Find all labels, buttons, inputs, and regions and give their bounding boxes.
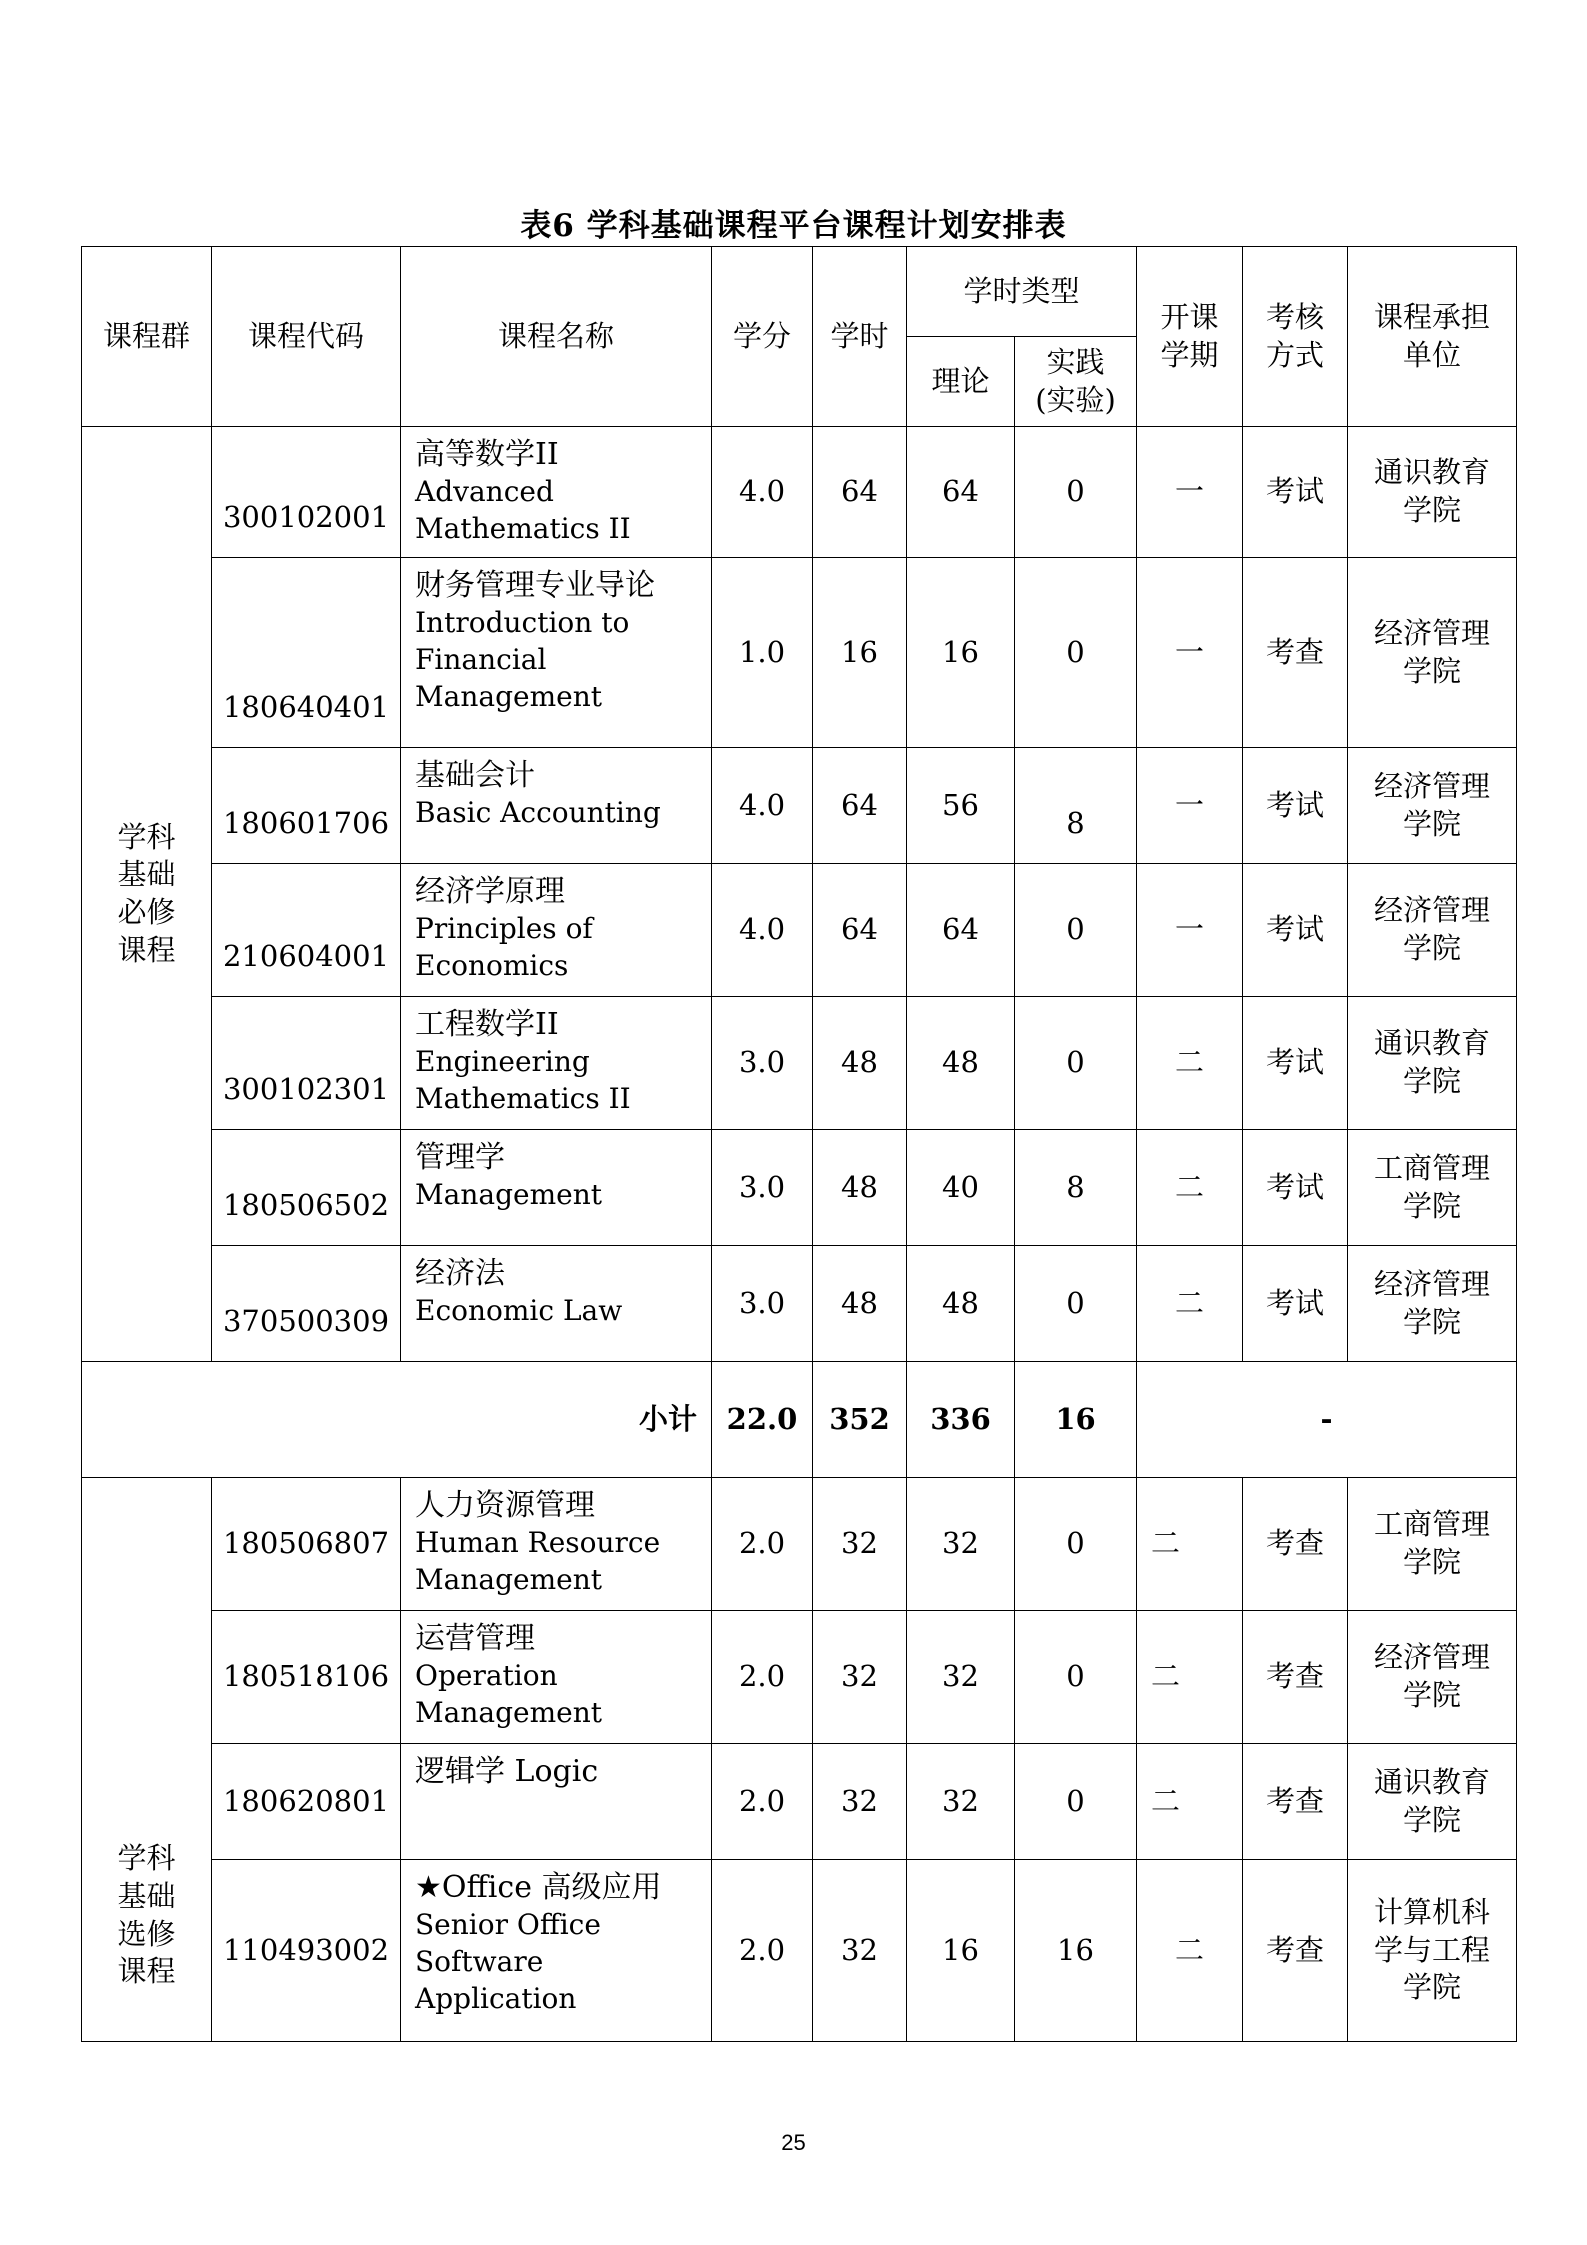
table-row: [82, 1860, 1517, 2042]
course-name-en: Introduction to: [415, 606, 630, 639]
course-name-cn: 管理学: [415, 1140, 505, 1175]
course-name: [401, 558, 712, 748]
course-code: 180506502: [212, 1130, 401, 1246]
course-name-en: Principles of: [415, 912, 593, 945]
course-exam: 考查: [1243, 558, 1348, 748]
header-name: 课程名称: [401, 247, 712, 427]
course-practice-hours: 0: [1015, 864, 1137, 997]
course-hours: 64: [813, 864, 907, 997]
course-dept-line: 学院: [1403, 1545, 1462, 1579]
course-hours: 64: [813, 748, 907, 864]
course-exam: 考试: [1243, 748, 1348, 864]
course-name: [401, 748, 712, 864]
group-elective-courses: [82, 1478, 212, 2042]
course-hours: 32: [813, 1611, 907, 1744]
table-row: [82, 997, 1517, 1130]
subtotal-theory: 336: [907, 1362, 1015, 1478]
course-name-cn: 财务管理专业导论: [415, 568, 655, 603]
course-code: 180620801: [212, 1744, 401, 1860]
course-name-cn: 高等数学II: [415, 437, 559, 472]
course-exam: 考查: [1243, 1744, 1348, 1860]
course-exam: 考试: [1243, 427, 1348, 558]
course-hours: 48: [813, 997, 907, 1130]
course-name-en: Economics: [415, 948, 569, 982]
page-number: 25: [781, 2130, 806, 2155]
course-practice-hours: 0: [1015, 997, 1137, 1130]
course-theory-hours: 32: [907, 1611, 1015, 1744]
course-term: 一: [1137, 558, 1243, 748]
course-dept-line: 学院: [1403, 1304, 1462, 1339]
subtotal-label: 小计: [82, 1362, 712, 1478]
course-name-en: Mathematics II: [415, 511, 631, 545]
course-name-cn: 人力资源管理: [415, 1488, 595, 1523]
course-theory-hours: 32: [907, 1744, 1015, 1860]
course-dept-line: 学院: [1403, 1188, 1462, 1223]
course-name-cn: 经济法: [415, 1256, 505, 1291]
group-label-line: 学科: [117, 819, 176, 854]
course-hours: 48: [813, 1246, 907, 1362]
course-term: 一: [1137, 427, 1243, 558]
course-plan-table: [81, 246, 1517, 2042]
course-name: [401, 1130, 712, 1246]
course-exam: 考查: [1243, 1860, 1348, 2042]
course-dept: [1348, 1860, 1517, 2042]
course-term: 二: [1137, 1130, 1243, 1246]
course-dept: [1348, 1478, 1517, 1611]
table-row: [82, 1246, 1517, 1362]
course-credits: 4.0: [712, 427, 813, 558]
course-name: [401, 427, 712, 558]
course-name-cn: ★Office 高级应用: [415, 1870, 662, 1905]
course-name-en: Mathematics II: [415, 1081, 631, 1115]
course-practice-hours: 0: [1015, 558, 1137, 748]
course-dept-line: 通识教育: [1374, 455, 1491, 490]
course-name-en: Basic Accounting: [415, 796, 661, 829]
course-theory-hours: 32: [907, 1478, 1015, 1611]
subtotal-row: [82, 1362, 1517, 1478]
course-code: 180518106: [212, 1611, 401, 1744]
course-name-en: Economic Law: [415, 1294, 623, 1327]
header-code: 课程代码: [212, 247, 401, 427]
course-name-en: Engineering: [415, 1045, 590, 1078]
course-credits: 2.0: [712, 1860, 813, 2042]
course-name-en: Software Application: [415, 1944, 577, 2015]
table-row: [82, 1744, 1517, 1860]
course-dept-line: 学院: [1403, 1678, 1462, 1712]
course-code: 180506807: [212, 1478, 401, 1611]
course-code: 370500309: [212, 1246, 401, 1362]
course-name-cn: 逻辑学 Logic: [415, 1754, 599, 1789]
course-dept-line: 学院: [1403, 1970, 1462, 2005]
course-code: 300102301: [212, 997, 401, 1130]
course-dept: [1348, 558, 1517, 748]
header-dept: 课程承担 单位: [1348, 247, 1517, 427]
course-term: 二: [1137, 1744, 1243, 1860]
course-hours: 16: [813, 558, 907, 748]
course-credits: 1.0: [712, 558, 813, 748]
course-theory-hours: 40: [907, 1130, 1015, 1246]
course-name-en: Management: [415, 679, 602, 713]
table-row: [82, 1611, 1517, 1744]
course-hours: 32: [813, 1744, 907, 1860]
header-term: 开课 学期: [1137, 247, 1243, 427]
course-exam: 考试: [1243, 1130, 1348, 1246]
table-row: [82, 558, 1517, 748]
course-name-cn: 基础会计: [415, 758, 535, 793]
course-name-en: Management: [415, 1178, 602, 1211]
course-name-en: Management: [415, 1695, 602, 1729]
course-name-en: Financial: [415, 642, 547, 676]
header-group: 课程群: [82, 247, 212, 427]
course-practice-hours: 8: [1015, 748, 1137, 864]
course-theory-hours: 16: [907, 1860, 1015, 2042]
course-name-en: Advanced: [415, 475, 554, 508]
course-dept: [1348, 1246, 1517, 1362]
course-code: 180601706: [212, 748, 401, 864]
table-body: [82, 427, 1517, 2042]
course-credits: 4.0: [712, 864, 813, 997]
header-hours: 学时: [813, 247, 907, 427]
course-dept-line: 经济管理: [1374, 615, 1491, 650]
course-term: 二: [1137, 1478, 1243, 1611]
course-exam: 考查: [1243, 1611, 1348, 1744]
table-row: [82, 1478, 1517, 1611]
course-credits: 2.0: [712, 1478, 813, 1611]
course-dept-line: 经济管理: [1374, 1640, 1491, 1675]
course-code: 180640401: [212, 558, 401, 748]
course-dept-line: 学院: [1403, 931, 1462, 965]
course-term: 一: [1137, 748, 1243, 864]
course-theory-hours: 48: [907, 997, 1015, 1130]
course-dept: [1348, 1744, 1517, 1860]
course-name: [401, 1860, 712, 2042]
group-label-line: 基础: [117, 857, 176, 892]
subtotal-hours: 352: [813, 1362, 907, 1478]
course-practice-hours: 0: [1015, 1478, 1137, 1611]
course-dept: [1348, 427, 1517, 558]
header-theory: 理论: [907, 337, 1015, 427]
header-practice: 实践 (实验): [1015, 337, 1137, 427]
course-exam: 考试: [1243, 1246, 1348, 1362]
course-name: [401, 997, 712, 1130]
course-dept-line: 学院: [1403, 806, 1462, 841]
group-label-line: 必修: [117, 895, 176, 929]
course-code: 300102001: [212, 427, 401, 558]
course-theory-hours: 64: [907, 864, 1015, 997]
course-dept-line: 通识教育: [1374, 1764, 1491, 1799]
course-dept-line: 经济管理: [1374, 1266, 1491, 1301]
course-name-cn: 工程数学II: [415, 1007, 559, 1042]
header-credits: 学分: [712, 247, 813, 427]
course-credits: 4.0: [712, 748, 813, 864]
course-dept-line: 计算机科: [1374, 1894, 1491, 1929]
course-dept: [1348, 1130, 1517, 1246]
course-dept-line: 学与工程: [1374, 1932, 1491, 1967]
course-hours: 32: [813, 1478, 907, 1611]
course-dept: [1348, 1611, 1517, 1744]
course-hours: 64: [813, 427, 907, 558]
course-dept-line: 通识教育: [1374, 1026, 1491, 1061]
course-dept: [1348, 864, 1517, 997]
course-term: 二: [1137, 1246, 1243, 1362]
subtotal-credits: 22.0: [712, 1362, 813, 1478]
table-row: [82, 748, 1517, 864]
course-name-en: Operation: [415, 1659, 558, 1692]
course-theory-hours: 64: [907, 427, 1015, 558]
course-term: 二: [1137, 1611, 1243, 1744]
course-credits: 3.0: [712, 1130, 813, 1246]
course-code: 210604001: [212, 864, 401, 997]
course-code: 110493002: [212, 1860, 401, 2042]
course-credits: 2.0: [712, 1744, 813, 1860]
group-label-line: 学科: [117, 1841, 176, 1876]
course-practice-hours: 8: [1015, 1130, 1137, 1246]
course-name: [401, 1246, 712, 1362]
course-hours: 48: [813, 1130, 907, 1246]
subtotal-practice: 16: [1015, 1362, 1137, 1478]
header-exam: 考核 方式: [1243, 247, 1348, 427]
group-label-line: 课程: [117, 1954, 176, 1989]
course-practice-hours: 0: [1015, 1744, 1137, 1860]
course-dept-line: 经济管理: [1374, 768, 1491, 803]
group-required-courses: [82, 427, 212, 1362]
course-name: [401, 864, 712, 997]
course-dept: [1348, 748, 1517, 864]
course-exam: 考试: [1243, 864, 1348, 997]
course-theory-hours: 56: [907, 748, 1015, 864]
group-label-line: 课程: [117, 932, 176, 967]
group-label-line: 选修: [117, 1916, 176, 1951]
course-dept-line: 经济管理: [1374, 893, 1491, 928]
course-hours: 32: [813, 1860, 907, 2042]
course-name: [401, 1744, 712, 1860]
course-dept-line: 学院: [1403, 1064, 1462, 1098]
course-dept: [1348, 997, 1517, 1130]
course-dept-line: 工商管理: [1374, 1507, 1491, 1542]
table-row: [82, 864, 1517, 997]
course-name: [401, 1478, 712, 1611]
course-name-en: Senior Office: [415, 1908, 601, 1941]
course-dept-line: 工商管理: [1374, 1150, 1491, 1185]
course-exam: 考试: [1243, 997, 1348, 1130]
subtotal-rest: -: [1137, 1362, 1517, 1478]
course-name-cn: 运营管理: [415, 1621, 535, 1656]
course-theory-hours: 48: [907, 1246, 1015, 1362]
course-dept-line: 学院: [1403, 1802, 1462, 1837]
course-term: 二: [1137, 1860, 1243, 2042]
course-practice-hours: 0: [1015, 427, 1137, 558]
table-title: 表6 学科基础课程平台课程计划安排表: [520, 208, 1067, 244]
table-row: [82, 1130, 1517, 1246]
course-name-en: Management: [415, 1562, 602, 1596]
table-row: [82, 427, 1517, 558]
header-hour-type: 学时类型: [907, 247, 1137, 337]
course-practice-hours: 0: [1015, 1611, 1137, 1744]
course-name: [401, 1611, 712, 1744]
course-practice-hours: 16: [1015, 1860, 1137, 2042]
course-practice-hours: 0: [1015, 1246, 1137, 1362]
course-term: 二: [1137, 997, 1243, 1130]
course-exam: 考查: [1243, 1478, 1348, 1611]
course-name-cn: 经济学原理: [415, 874, 565, 909]
course-term: 一: [1137, 864, 1243, 997]
course-theory-hours: 16: [907, 558, 1015, 748]
course-dept-line: 学院: [1403, 493, 1462, 527]
course-credits: 3.0: [712, 1246, 813, 1362]
group-label-line: 基础: [117, 1878, 176, 1913]
course-name-en: Human Resource: [415, 1526, 661, 1559]
course-dept-line: 学院: [1403, 653, 1462, 688]
course-credits: 2.0: [712, 1611, 813, 1744]
course-credits: 3.0: [712, 997, 813, 1130]
